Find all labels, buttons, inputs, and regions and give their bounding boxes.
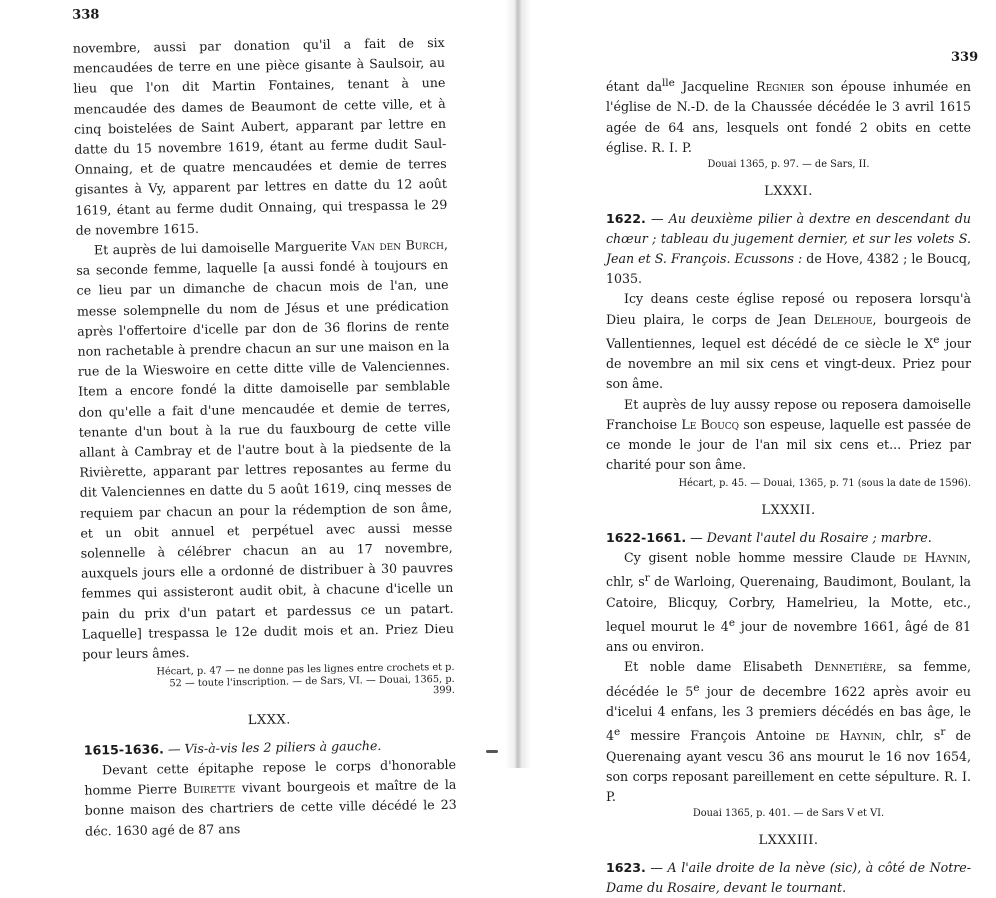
section-title <box>606 858 971 898</box>
person-name: Dennetière <box>814 659 883 675</box>
text-run: Et auprès de luy aussy repose ou reposera damoiselle Franchoise <box>606 396 971 432</box>
left-page <box>0 0 511 839</box>
left-page-text <box>73 33 458 842</box>
section-heading: LXXXII. <box>761 502 816 518</box>
section-location: — Devant l'autel du Rosaire ; marbre. <box>686 529 932 545</box>
text-run: son espeuse, laquelle est passée de ce monde le jour de l'an mil six cens et... Priez par charité pour son âme. <box>606 416 971 473</box>
text-run: , chlr, s <box>881 728 941 744</box>
superscript: r <box>644 572 650 585</box>
superscript: r <box>940 726 946 739</box>
text-run: Jacqueline <box>674 79 757 95</box>
text-run: jour de decembre 1622 après avoir eu d'icelui 4 enfans, les 3 premiers décédés en bas âge, le 4 <box>606 683 971 744</box>
text-run: , sa femme, décédée le 5 <box>606 659 971 699</box>
text-run: Cy gisent noble homme messire Claude <box>624 550 904 566</box>
text-run: jour de novembre 1661, âgé de 81 ans ou environ. <box>606 619 971 655</box>
text-run: Icy deans ceste église reposé ou reposera lorsqu'à Dieu plaira, le corps de Jean <box>606 291 971 327</box>
section-location: — Au deuxième pilier à dextre en descendant du chœur ; tableau du jugement dernier, et sur les volets S. Jean et S. François. Ecussons : <box>606 210 971 266</box>
section-date: 1615-1636. <box>83 741 165 758</box>
text-run: novembre, aussi par donation qu'il a fait de six mencaudées de terre en une pièce gisante à Saulsoir, au lieu que l'on dit Martin Fontaines, tenant à une mencaudée des dames de Beaumont de cette ville, et à cinq boistelées de Saint Aubert, apparant par lettre en datte du 15 novembre 1619, étant au ferme dudit Saul-Onnaing, et de quatre mencaudées et demie de terres gisantes à Vy, apparent par lettres en datte du 12 août 1619, étant au ferme dudit Onnaing, qui trespassa le 29 de novembre 1615. <box>72 34 448 238</box>
source-note: Douai 1365, p. 97. — de Sars, II. <box>707 159 870 170</box>
text-run: , chlr, s <box>606 550 971 590</box>
section-location: — Vis-à-vis les 2 piliers à gauche. <box>163 737 382 757</box>
text-run: de Warloing, Querenaing, Baudimont, Boulant, la Catoire, Blicquy, Corbry, Hamelrieu, la Motte, etc., lequel mourut le 4 <box>606 574 971 635</box>
scan-mark <box>486 750 498 753</box>
section-date: 1623. <box>606 859 646 875</box>
paragraph <box>606 73 971 158</box>
text-run: vivant bourgeois et maître de la bonne maison des chartriers de cette ville décédé le 23 déc. 1630 agé de 87 ans <box>84 777 457 839</box>
text-run: messire François Antoine <box>620 728 816 744</box>
text-run: Et noble dame Elisabeth <box>624 659 815 675</box>
superscript: e <box>728 616 736 629</box>
paragraph <box>73 33 448 241</box>
person-name: Le Boucq <box>681 416 740 432</box>
person-name: Buirette <box>183 780 236 797</box>
paragraph <box>606 395 971 476</box>
section-title <box>606 528 971 548</box>
text-run: jour de novembre an mil six cens et vingt-deux. Priez pour son âme. <box>606 335 972 392</box>
text-run: Et auprès de lui damoiselle Marguerite <box>93 238 352 258</box>
superscript: e <box>693 681 700 694</box>
page-number: 338 <box>72 7 100 23</box>
section-heading: LXXX. <box>247 712 291 728</box>
text-run: , bourgeois de Vallentiennes, lequel est décédé de ce siècle le X <box>606 311 971 351</box>
paragraph <box>76 235 455 665</box>
coat-of-arms-refs: de Hove, 4382 ; le Boucq, 1035. <box>606 250 971 287</box>
text-run: Devant cette épitaphe repose le corps d'honorable homme Pierre <box>84 756 457 798</box>
person-name: Delehoue <box>813 311 873 327</box>
superscript: e <box>614 726 621 739</box>
section-heading: LXXXI. <box>764 183 813 199</box>
section-location: — A l'aile droite de la nève (sic), à côté de Notre-Dame du Rosaire, devant le tournant. <box>606 859 971 895</box>
text-run: étant da <box>606 79 662 95</box>
text-run: de Querenaing ayant vescu 36 ans mourut le 16 nov 1654, son corps reposant pareillement en cette sépulture. R. I. P. <box>606 728 971 805</box>
superscript: lle <box>661 77 675 89</box>
source-note: Douai 1365, p. 401. — de Sars V et VI. <box>692 808 885 820</box>
superscript: e <box>933 333 940 346</box>
person-name: Regnier <box>756 79 805 95</box>
paragraph <box>606 289 971 394</box>
page-number: 339 <box>951 50 979 65</box>
source-note: Hécart, p. 47 — ne donne pas les lignes entre crochets et p. 52 — toute l'inscription. — de Sars, VI. — Douai, 1365, p. 399. <box>156 662 455 697</box>
section-heading: LXXXIII. <box>758 832 819 848</box>
section-date: 1622-1661. <box>606 529 687 545</box>
person-name: de Haynin <box>815 728 882 744</box>
person-name: de Haynin <box>903 550 967 566</box>
person-name: Van den Burch <box>351 236 444 254</box>
paragraph <box>606 548 971 657</box>
right-page <box>531 0 996 895</box>
section-date: 1622. <box>606 210 646 226</box>
section-title <box>606 209 971 290</box>
text-run: son épouse inhumée en l'église de N.-D. de la Chaussée décédée le 3 avril 1615 agée de 64 ans, lesquels ont fondé 2 obits en cette église. R. I. P. <box>606 79 971 155</box>
paragraph <box>606 657 971 807</box>
text-run: , sa seconde femme, laquelle [a aussi fondé à toujours en ce lieu par un dimanche de chacun mois de l'an, une messe solempnelle du nom de Jésus et une prédication après l'offertoire d'icelle par don de 36 florins de rente non rachetable à prendre chacun an sur une maison en la rue de la Wieswoire en cette ditte ville de Valenciennes. Item a encore fondé la ditte damoiselle par semblable don qu'elle a fait d'une mencaudée et demie de terres, tenante d'un bout à la rue du fauxbourg de cette ville allant à Cambray et de l'autre bout à la piedsente de la Rivièrette, apparant par lettres reposantes au ferme du dit Valenciennes en datte du 5 août 1619, cinq messes de requiem par chacun an pour la rédemption de son âme, et un obit annuel et perpétuel avec aussi messe solennelle à célébrer chacun an au 17 novembre, auxquels jours elle a ordonné de distribuer à 30 pauvres femmes qui assisteront audit obit, à chacune d'icelle un pain du prix d'un patart et pardessus ce un patart. Laquelle] trespassa le 12e dudit mois et an. Priez Dieu pour leurs âmes. <box>76 236 455 662</box>
source-note: Hécart, p. 45. — Douai, 1365, p. 71 (sous la date de 1596). <box>678 478 971 490</box>
right-page-text <box>606 73 971 898</box>
